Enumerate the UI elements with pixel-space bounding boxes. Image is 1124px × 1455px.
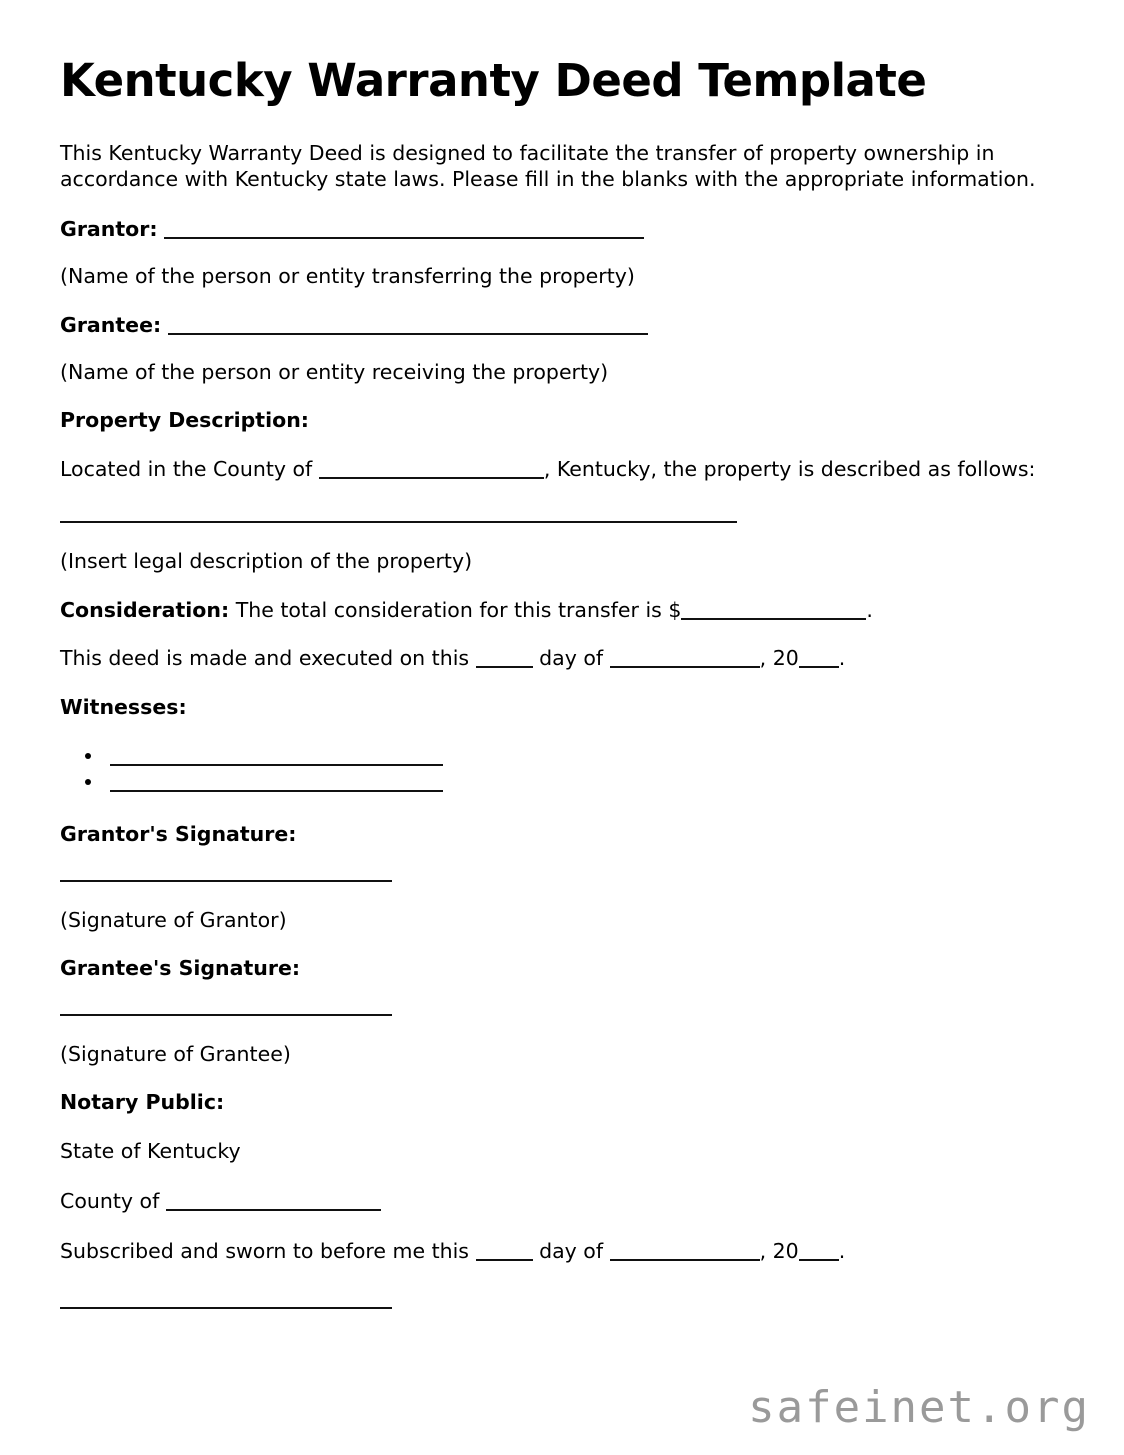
notary-sworn-text-1: Subscribed and sworn to before me this (60, 1239, 469, 1264)
execution-text-1: This deed is made and executed on this (60, 645, 470, 670)
witnesses-heading: Witnesses: (60, 695, 187, 720)
notary-sworn-text-2: day of (539, 1239, 604, 1264)
grantor-signature-heading: Grantor's Signature: (60, 821, 297, 846)
execution-month-blank[interactable] (610, 645, 760, 668)
execution-year-blank[interactable] (799, 645, 839, 668)
grantee-field-row (60, 312, 1062, 338)
grantee-signature-line[interactable] (60, 1014, 392, 1016)
list-item (104, 743, 1062, 765)
notary-county-label: County of (60, 1189, 160, 1214)
page-title: Kentucky Warranty Deed Template (60, 54, 927, 107)
witness-list (60, 743, 1062, 792)
site-watermark: safeinet.org (748, 1382, 1090, 1433)
intro-paragraph: This Kentucky Warranty Deed is designed to facilitate the transfer of property ownership in accordance with Kentucky state laws. Please fill in the blanks with the appropriate information. (60, 140, 1036, 191)
notary-sworn-text-3: , 20 (759, 1239, 799, 1264)
notary-year-blank[interactable] (799, 1239, 839, 1262)
notary-county-blank[interactable] (166, 1188, 381, 1211)
grantor-label: Grantor: (60, 216, 158, 241)
notary-signature-line[interactable] (60, 1307, 392, 1309)
list-item (104, 770, 1062, 792)
located-prefix-text: Located in the County of (60, 457, 313, 482)
grantee-signature-heading: Grantee's Signature: (60, 955, 301, 980)
witness-2-blank[interactable] (110, 770, 443, 793)
consideration-period: . (866, 597, 873, 622)
notary-day-blank[interactable] (476, 1239, 533, 1262)
county-input-blank[interactable] (319, 457, 544, 480)
grantor-signature-line[interactable] (60, 880, 392, 882)
consideration-row (60, 597, 1062, 623)
notary-public-heading: Notary Public: (60, 1089, 225, 1114)
notary-sworn-text-4: . (838, 1239, 846, 1264)
execution-text-2: day of (539, 645, 604, 670)
execution-day-blank[interactable] (476, 645, 533, 668)
property-description-heading: Property Description: (60, 408, 309, 433)
grantee-input-blank[interactable] (168, 312, 648, 335)
notary-county-row (60, 1188, 1062, 1214)
grantee-signature-caption: (Signature of Grantee) (60, 1041, 291, 1066)
execution-date-row (60, 645, 1062, 671)
grantor-input-blank[interactable] (164, 216, 644, 239)
execution-text-4: . (838, 645, 846, 670)
located-suffix-text: , Kentucky, the property is described as follows: (543, 457, 1036, 482)
grantor-caption: (Name of the person or entity transferring the property) (60, 264, 635, 289)
notary-month-blank[interactable] (610, 1239, 760, 1262)
grantor-signature-caption: (Signature of Grantor) (60, 907, 287, 932)
consideration-text: The total consideration for this transfer is $ (235, 597, 682, 622)
grantor-field-row (60, 216, 1062, 242)
notary-sworn-row (60, 1238, 1062, 1264)
execution-text-3: , 20 (759, 645, 799, 670)
legal-description-write-line[interactable] (60, 521, 737, 523)
grantee-caption: (Name of the person or entity receiving the property) (60, 360, 609, 385)
located-in-county-row (60, 456, 1062, 482)
witness-1-blank[interactable] (110, 743, 443, 766)
grantee-label: Grantee: (60, 313, 162, 338)
legal-description-caption: (Insert legal description of the property) (60, 548, 473, 573)
consideration-label: Consideration: (60, 597, 230, 622)
consideration-amount-blank[interactable] (681, 597, 866, 620)
notary-state-line: State of Kentucky (60, 1138, 241, 1163)
